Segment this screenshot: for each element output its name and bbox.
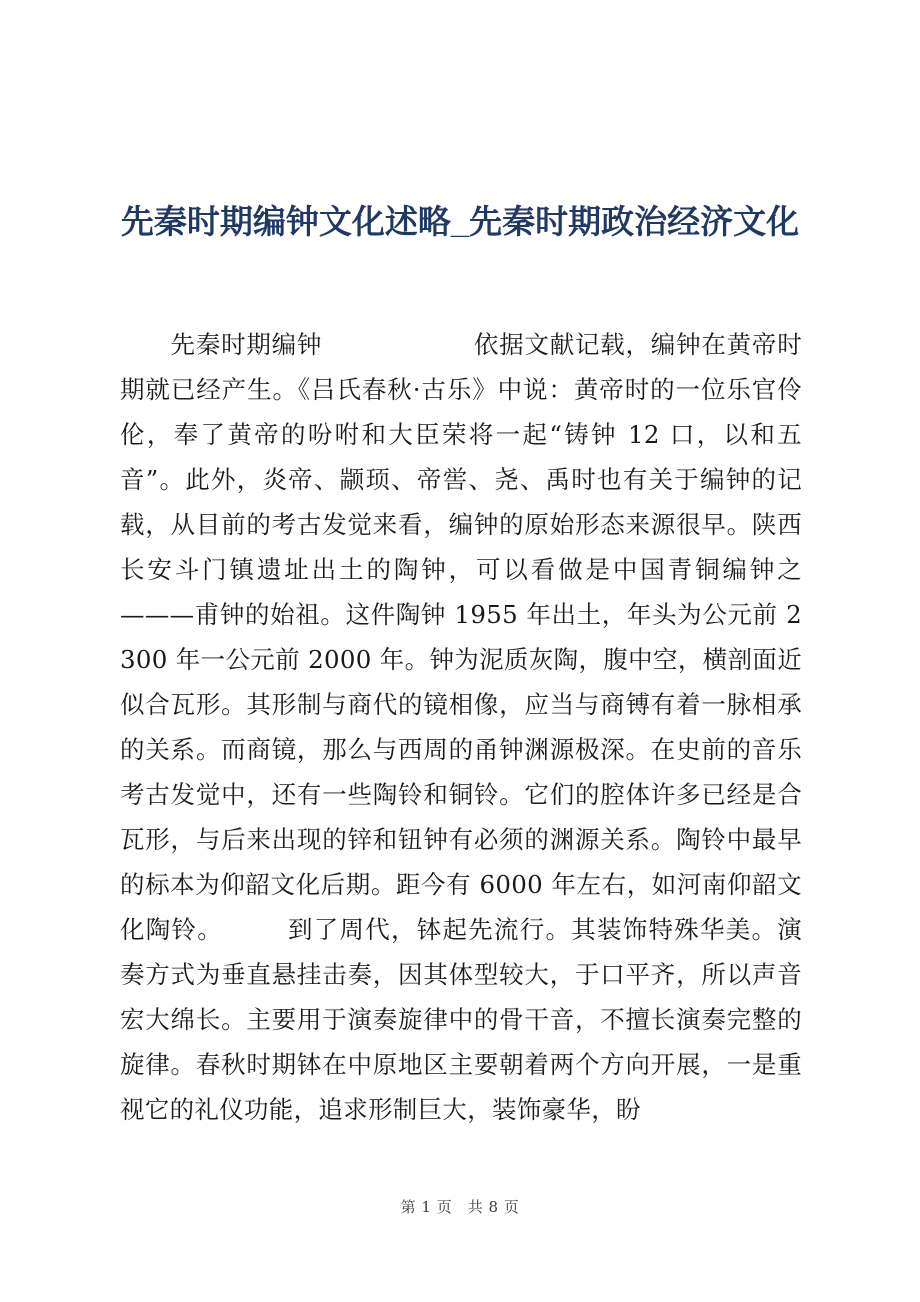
document-body [120, 322, 802, 1132]
page-title: 先秦时期编钟文化述略_先秦时期政治经济文化 [120, 203, 800, 240]
body-paragraph: 先秦时期编钟 依据文献记载，编钟在黄帝时期就已经产生。《吕氏春秋·古乐》中说：黄帝时的一位乐官伶伦，奉了黄帝的吩咐和大臣荣将一起“铸钟 12 口，以和五音”。此外，炎帝、颛顼、帝喾、尧、禹时也有关于编钟的记载，从目前的考古发觉来看，编钟的原始形态来源很早。陕西长安斗门镇遗址出土的陶钟，可以看做是中国青铜编钟之———甫钟的始祖。这件陶钟 1955 年出土，年头为公元前 2300 年一公元前 2000 年。钟为泥质灰陶，腹中空，横剖面近似合瓦形。其形制与商代的镜相像，应当与商镈有着一脉相承的关系。而商镜，那么与西周的甬钟渊源极深。在史前的音乐考古发觉中，还有一些陶铃和铜铃。它们的腔体许多已经是合瓦形，与后来出现的锌和钮钟有必须的渊源关系。陶铃中最早的标本为仰韶文化后期。距今有 6000 年左右，如河南仰韶文化陶铃。 到了周代，钵起先流行。其装饰特殊华美。演奏方式为垂直悬挂击奏，因其体型较大，于口平齐，所以声音宏大绵长。主要用于演奏旋律中的骨干音，不擅长演奏完整的旋律。春秋时期钵在中原地区主要朝着两个方向开展，一是重视它的礼仪功能，追求形制巨大，装饰豪华，盼 [120, 330, 802, 1124]
page-footer: 第 1 页 共 8 页 [400, 1198, 520, 1216]
